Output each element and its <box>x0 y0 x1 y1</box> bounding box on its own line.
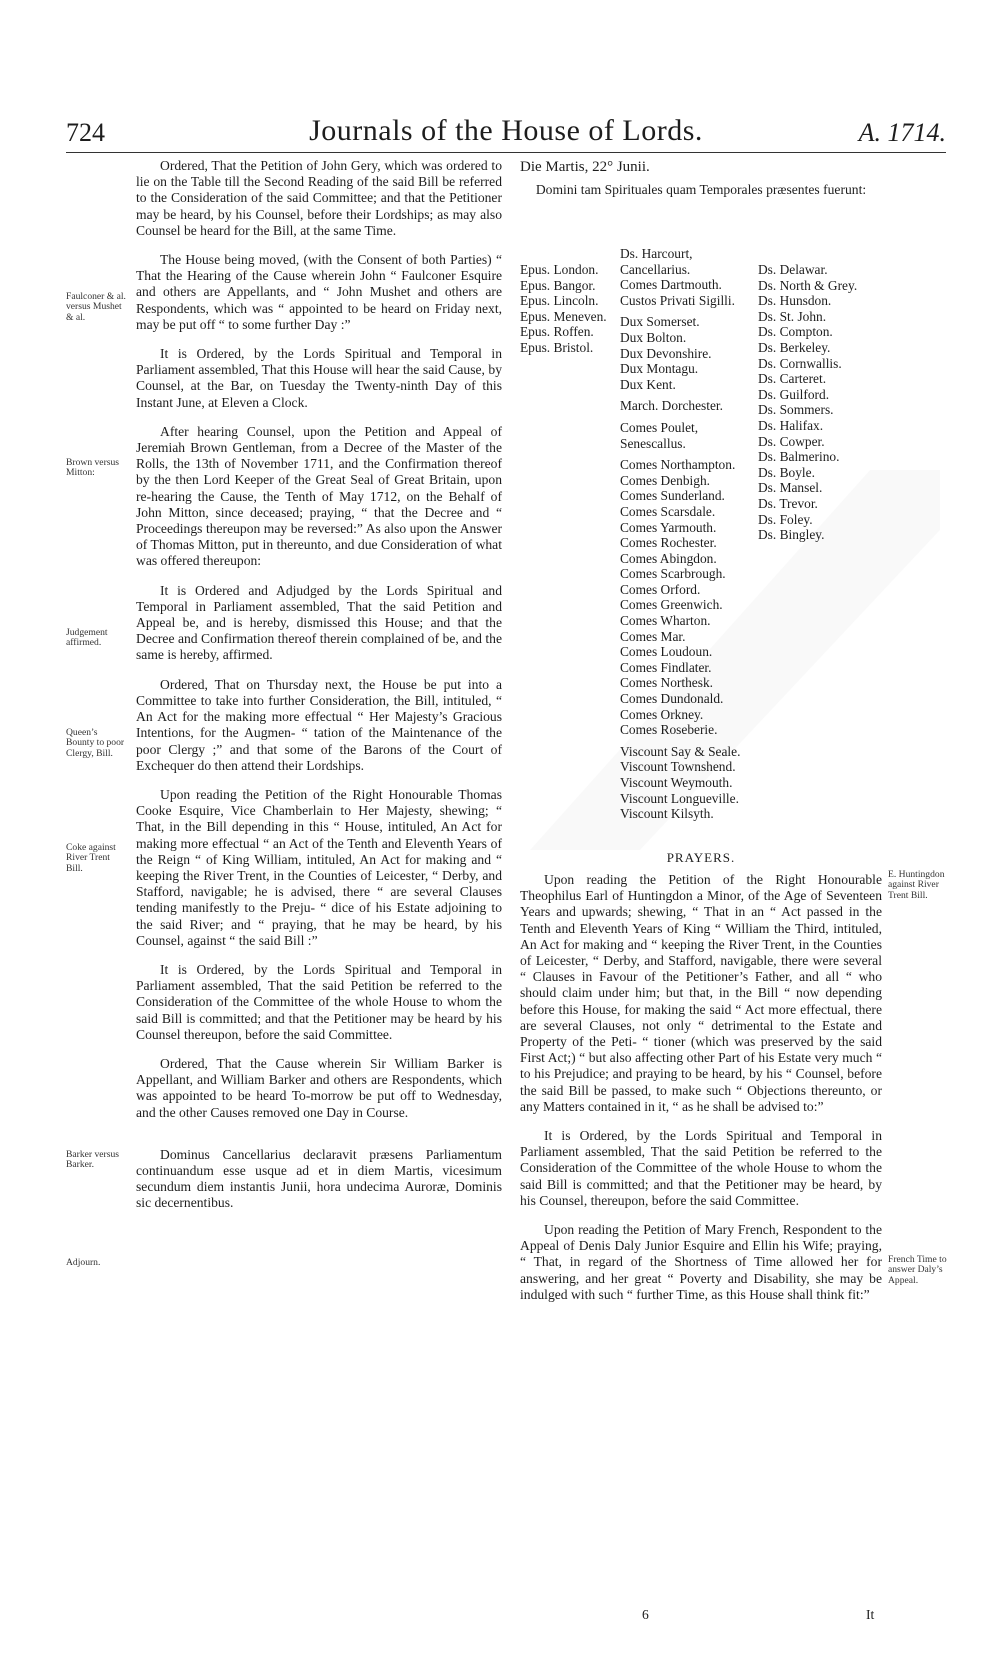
attendee: Ds. Sommers. <box>758 402 834 418</box>
left-column <box>136 158 502 1212</box>
attendee: Ds. Foley. <box>758 511 813 527</box>
attendee: Comes Scarsdale. <box>620 503 716 519</box>
attendee: Epus. Bristol. <box>520 339 594 355</box>
attendee: Comes Northesk. <box>620 675 713 691</box>
entry-brown-appeal: After hearing Counsel, upon the Petition and Appeal of Jeremiah Brown Gentleman, from a Decree of the Master of the Rolls, the 13th of November 1711, and the Confirmation thereof by the then Lord Keeper of the Great Seal of Great Britain, upon re-hearing the Cause, the Tenth of May 1712, on the Behalf of John Mitton, since deceased; praying, “ that the Decree and “ Proceedings thereupon may be reversed:” As also upon the Answer of Thomas Mitton, put in thereunto, and due Consideration of what was offered thereupon: <box>136 423 502 569</box>
attendee: Comes Northampton. <box>620 457 736 473</box>
entry-faulconer-order: It is Ordered, by the Lords Spiritual and Temporal in Parliament assembled, That this House will hear the said Cause, by Counsel, at the Bar, on Tuesday the Twenty-ninth Day of this Instant June, at Eleven a Clock. <box>136 346 502 410</box>
entry-bounty-bill: Ordered, That on Thursday next, the House be put into a Committee to take into further Consideration, the Bill, intituled, “ An Act for the making more effectual “ Her Majesty’s Gracious Intentions, for the Augmen- “ tation of the Maintenance of the poor Clergy ;” and that some of the Barons of the Court of Exchequer do then attend their Lordships. <box>136 676 502 773</box>
attendee: Comes Denbigh. <box>620 472 711 488</box>
attendee: Ds. Hunsdon. <box>758 293 832 309</box>
attendee: Epus. Meneven. <box>520 308 607 324</box>
attendee: Viscount Kilsyth. <box>620 806 714 822</box>
attendee: Comes Rochester. <box>620 535 717 551</box>
margin-note-adjourn: Adjourn. <box>66 1257 101 1268</box>
entry-french-petition: Upon reading the Petition of Mary French, Respondent to the Appeal of Denis Daly Junior Esquire and Ellin his Wife; praying, “ That, in regard of the Shortness of Time allowed her for answering, and her great “ Poverty and Disability, she may be indulged with such “ further Time, as this House shall think fit:” <box>520 1222 882 1302</box>
attendee: Comes Orford. <box>620 581 701 597</box>
entry-huntingdon-petition: Upon reading the Petition of the Right Honourable Theophilus Earl of Huntingdon a Minor, of the Age of Seventeen Years and upwards; shewing, “ That in an “ Act passed in the Tenth and Eleventh Years of King “ William the Third, intituled, An Act for making and “ keeping the River Trent, in the Counties of Leicester, “ Derby, and Stafford, navigable, there were several “ Clauses in Favour of the Petitioner’s Father, and all “ who should claim under him; but that, in the Bill “ now depending before this House, for making the said “ Act more effectual, there are several Clauses, not only “ detrimental to the Estate and Property of the Peti- “ tioner (which was preserved by the said First Act;) “ but also affecting other Part of his Estate very much “ to his Prejudice; and praying to be heard, by his “ Counsel, before the said Bill be passed, to make such “ Objections thereunto, or any Matters contained in it, “ as he shall be advised to:” <box>520 872 882 1114</box>
entry-cooke-petition: Upon reading the Petition of the Right Honourable Thomas Cooke Esquire, Vice Chamberlain to Her Majesty, shewing; “ That, in the Bill depending in this “ House, intituled, An Act for making more effectual “ an Act of the Tenth and Eleventh Years of the Reign “ of King William, intituled, An Act for making and “ keeping the River Trent, in the Counties of Leicester, “ Derby, and Stafford, navigable; he is advised, there “ are several Clauses tending manifestly to the Preju- “ dice of his Estate adjoining to the said River; and “ praying, that he may be heard, by his Counsel, against “ the said Bill :” <box>136 786 502 948</box>
sitting-date: Die Martis, 22° Junii. <box>520 159 650 175</box>
attendee: Epus. Lincoln. <box>520 293 599 309</box>
attendee: Comes Wharton. <box>620 613 711 629</box>
attendee: Ds. Berkeley. <box>758 339 831 355</box>
attendee: Dux Montagu. <box>620 361 699 377</box>
attendee: Ds. Carteret. <box>758 371 827 387</box>
attendee: Comes Yarmouth. <box>620 519 717 535</box>
margin-note-brown: Brown versus Mitton: <box>66 457 120 479</box>
attendee: Comes Sunderland. <box>620 488 725 504</box>
attendee: March. Dorchester. <box>620 398 723 414</box>
prayers-heading: PRAYERS. <box>666 850 736 865</box>
attendee: Ds. Cowper. <box>758 433 825 449</box>
barons-list <box>758 246 882 543</box>
attendee: Ds. North & Grey. <box>758 277 858 293</box>
signature-mark: 6 <box>642 1607 649 1622</box>
attendee: Ds. Cornwallis. <box>758 355 842 371</box>
attendee: Comes Abingdon. <box>620 550 717 566</box>
bishops-list <box>520 246 616 356</box>
year-heading: A. 1714. <box>858 118 946 147</box>
attendee: Ds. Bingley. <box>758 527 825 543</box>
attendee: Viscount Say & Seale. <box>620 743 741 759</box>
attendee: Comes Orkney. <box>620 706 704 722</box>
attendee: Comes Findlater. <box>620 659 712 675</box>
entry-adjournment: Dominus Cancellarius declaravit præsens Parliamentum continuandum esse usque ad et in diem Martis, vicesimum secundum diem instantis Junii, hora undecima Auroræ, Dominis sic decernentibus. <box>136 1146 502 1211</box>
attendee: Epus. Bangor. <box>520 277 596 293</box>
attendance-list <box>520 246 882 826</box>
entry-barker-cause: Ordered, That the Cause wherein Sir William Barker is Appellant, and William Barker and others are Respondents, which was appointed to be heard To-morrow be put off to Wednesday, and the other Causes removed one Day in Course. <box>136 1055 502 1120</box>
attendee: Ds. Mansel. <box>758 480 823 496</box>
right-column-entries <box>520 872 882 1303</box>
attendee: Ds. Balmerino. <box>758 449 840 465</box>
attendee: Viscount Longueville. <box>620 790 739 806</box>
attendee: Epus. London. <box>520 262 599 277</box>
attendee: Dux Devonshire. <box>620 345 712 361</box>
margin-note-faulconer: Faulconer & al. versus Mushet & al. <box>66 291 126 323</box>
attendee: Ds. Trevor. <box>758 495 818 511</box>
attendee: Ds. Halifax. <box>758 417 824 433</box>
present-heading: Domini tam Spirituales quam Temporales præsentes fuerunt: <box>535 182 867 197</box>
margin-note-huntingdon: E. Huntingdon against River Trent Bill. <box>888 869 945 901</box>
attendee: Comes Dundonald. <box>620 691 724 707</box>
attendee: Dux Kent. <box>620 376 676 392</box>
attendee: Comes Scarbrough. <box>620 566 726 582</box>
margin-note-judgement: Judgement affirmed. <box>66 627 108 649</box>
attendee: Ds. Delawar. <box>758 262 828 277</box>
attendee: Comes Mar. <box>620 628 686 644</box>
entry-cooke-order: It is Ordered, by the Lords Spiritual and Temporal in Parliament assembled, That the said Petition be referred to the Consideration of the Committee of the whole House to whom the said Bill is committed; and that the Petitioner may be heard by his Counsel thereupon, before the said Committee. <box>136 961 502 1042</box>
attendee: Comes Greenwich. <box>620 597 723 613</box>
catchword: It <box>866 1607 875 1622</box>
entry-gery-petition: Ordered, That the Petition of John Gery, which was ordered to lie on the Table till the Second Reading of the said Bill be referred to the Consideration of the said Committee; and that the Petitioner may be heard, by his Counsel, before their Lordships; as may also Counsel be heard for the Bill, at the same Time. <box>136 158 502 238</box>
margin-note-bounty: Queen’s Bounty to poor Clergy, Bill. <box>66 727 125 759</box>
attendee: Dux Somerset. <box>620 314 700 330</box>
attendee: Ds. Compton. <box>758 324 833 340</box>
attendee: Viscount Townshend. <box>620 759 736 775</box>
attendee: Ds. Guilford. <box>758 386 830 402</box>
entry-huntingdon-order: It is Ordered, by the Lords Spiritual and Temporal in Parliament assembled, That the said Petition be referred to the Consideration of the Committee of the whole House to whom the said Bill is committed; and that the Petitioner may be heard, by his Counsel, thereupon, before the said Committee. <box>520 1128 882 1208</box>
attendee: Comes Dartmouth. Custos Privati Sigilli. <box>620 277 735 308</box>
attendee: Viscount Weymouth. <box>620 775 733 790</box>
attendee: Ds. Harcourt, Cancellarius. <box>620 246 693 277</box>
attendee: Comes Poulet, Senescallus. <box>620 419 699 451</box>
attendee: Ds. Boyle. <box>758 464 815 480</box>
entry-judgement: It is Ordered and Adjudged by the Lords Spiritual and Temporal in Parliament assembled, That the said Petition and Appeal be, and is hereby, dismissed this House; and that the Decree and Confirmation thereof therein complained of be, and the same is hereby, affirmed. <box>136 582 502 663</box>
officers-peers-list <box>620 246 756 822</box>
margin-note-coke: Coke against River Trent Bill. <box>66 842 116 874</box>
page-number: 724 <box>66 118 105 147</box>
attendee: Epus. Roffen. <box>520 324 594 340</box>
header-rule <box>66 152 946 153</box>
attendee: Comes Loudoun. <box>620 644 713 660</box>
running-title: Journals of the House of Lords. <box>309 114 703 147</box>
margin-note-french: French Time to answer Daly’s Appeal. <box>888 1254 947 1286</box>
entry-faulconer-motion: The House being moved, (with the Consent of both Parties) “ That the Hearing of the Cause wherein John “ Faulconer Esquire and others are Appellants, and “ John Mushet and others are Respondents, which was “ appointed to be heard on Friday next, may be put off “ to some further Day :” <box>136 252 502 332</box>
attendee: Ds. St. John. <box>758 308 827 324</box>
attendee: Dux Bolton. <box>620 329 687 345</box>
margin-note-barker: Barker versus Barker. <box>66 1149 120 1171</box>
attendee: Comes Roseberie. <box>620 722 718 738</box>
page-header <box>66 114 946 154</box>
right-column <box>520 158 882 208</box>
